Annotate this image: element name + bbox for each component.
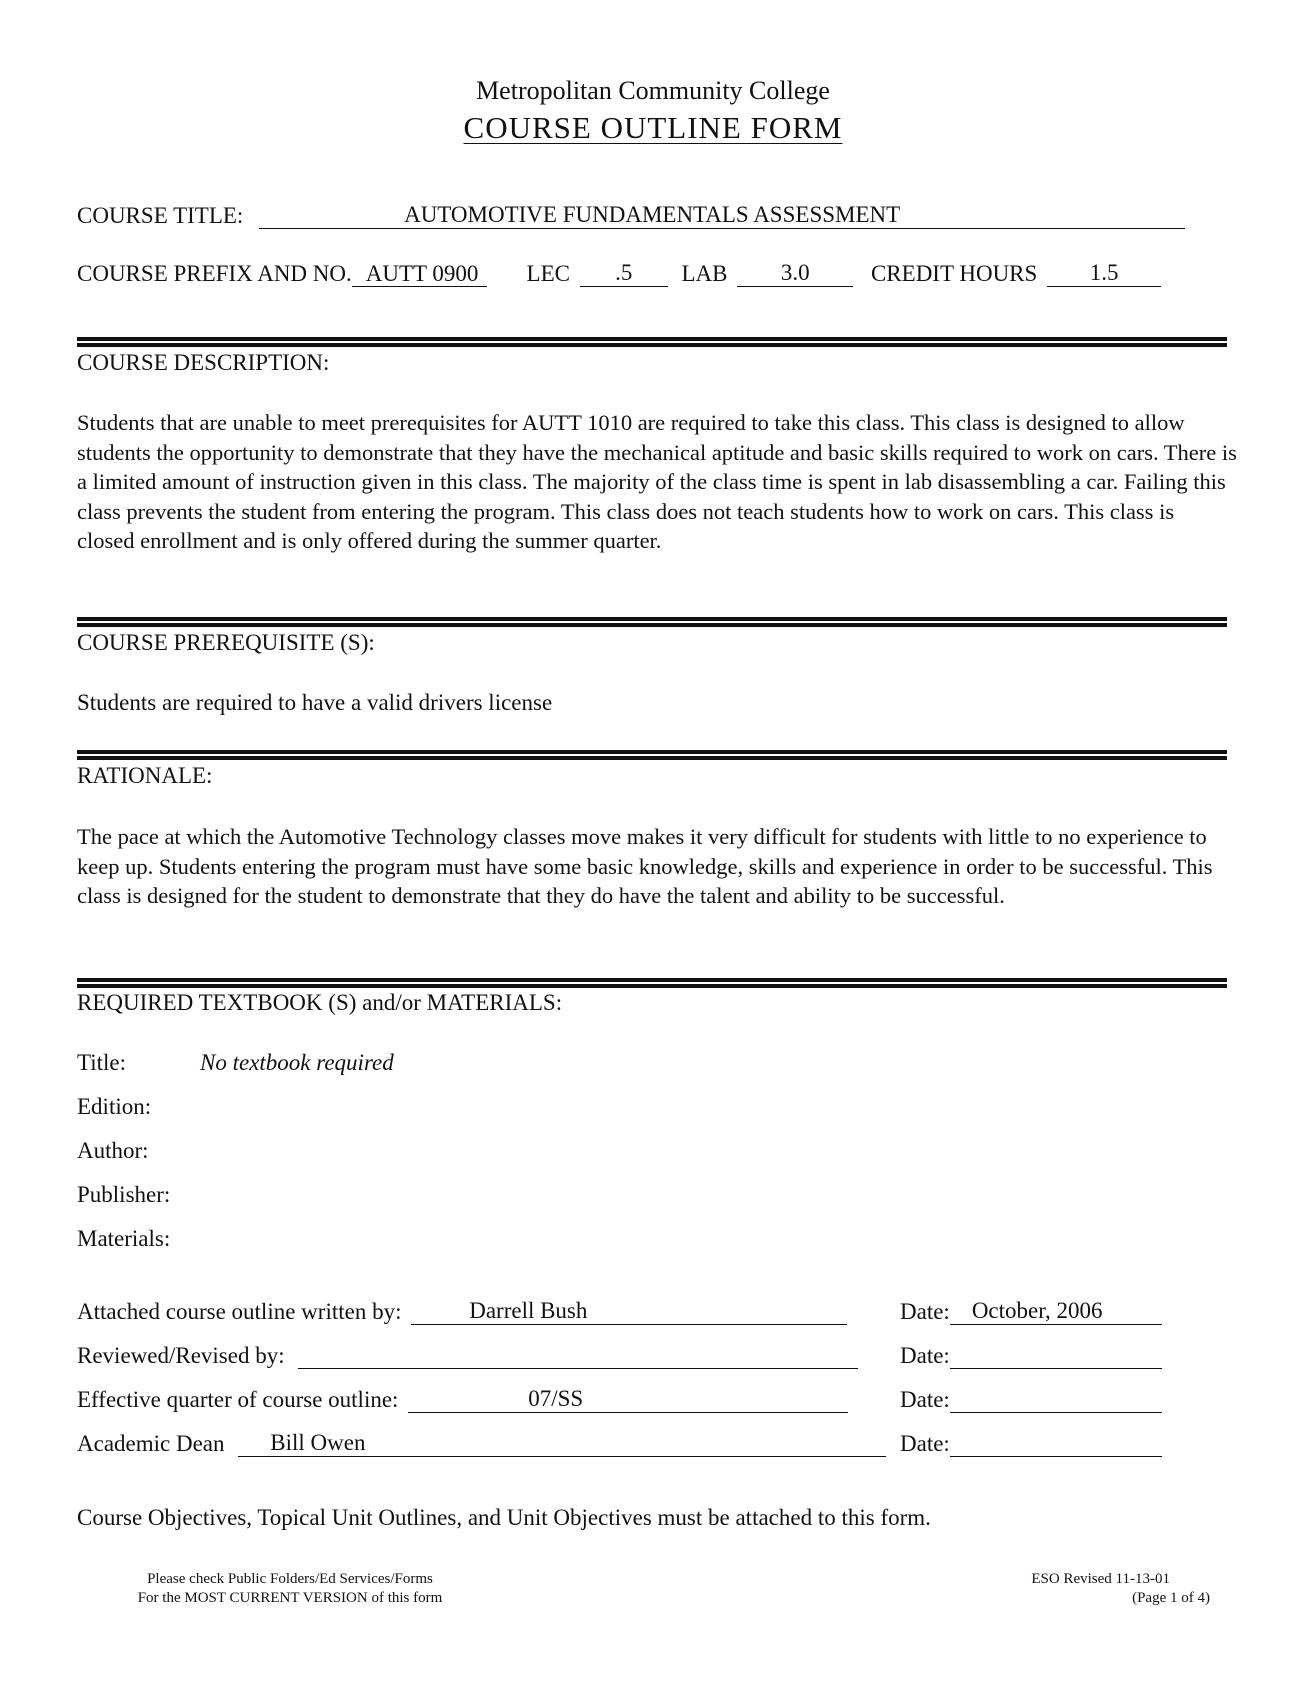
course-prefix-value: AUTT 0900	[365, 261, 479, 286]
textbook-publisher-label: Publisher:	[77, 1182, 171, 1207]
written-date-row	[900, 1298, 1162, 1325]
dean-date-label: Date:	[900, 1431, 950, 1456]
course-prefix-label: COURSE PREFIX AND NO.	[77, 261, 352, 286]
footer-right	[960, 1570, 1210, 1608]
written-date-value: October, 2006	[971, 1298, 1103, 1323]
section-divider	[77, 337, 1227, 347]
textbook-heading: REQUIRED TEXTBOOK (S) and/or MATERIALS:	[77, 990, 563, 1015]
dean-date-row	[900, 1430, 1162, 1457]
course-title-label: COURSE TITLE:	[77, 203, 244, 228]
effective-field	[408, 1386, 848, 1413]
prerequisite-text: Students are required to have a valid drivers license	[77, 690, 553, 715]
course-prefix-row	[77, 260, 1161, 287]
course-prefix-field	[352, 261, 487, 287]
written-by-row	[77, 1298, 847, 1325]
footer-left-line2: For the MOST CURRENT VERSION of this form	[137, 1590, 443, 1606]
course-title-row	[77, 202, 1185, 229]
dean-field	[238, 1430, 886, 1457]
lab-label: LAB	[681, 261, 728, 286]
reviewed-field	[298, 1342, 858, 1369]
effective-row	[77, 1386, 848, 1413]
footer-right-line1: ESO Revised 11-13-01	[1031, 1571, 1170, 1587]
credit-hours-value: 1.5	[1089, 260, 1119, 285]
rationale-heading: RATIONALE:	[77, 763, 213, 788]
course-title-value: AUTOMOTIVE FUNDAMENTALS ASSESSMENT	[404, 202, 901, 227]
textbook-title-value: No textbook required	[200, 1050, 394, 1075]
college-name: Metropolitan Community College	[476, 76, 830, 105]
written-by-label: Attached course outline written by:	[77, 1299, 402, 1324]
section-divider	[77, 617, 1227, 627]
course-title-field	[259, 202, 1185, 229]
reviewed-date-field	[950, 1342, 1162, 1369]
lec-value: .5	[615, 260, 633, 285]
textbook-materials-label: Materials:	[77, 1226, 171, 1251]
credit-hours-field	[1047, 260, 1161, 287]
textbook-title-label: Title:	[77, 1050, 127, 1075]
reviewed-label: Reviewed/Revised by:	[77, 1343, 285, 1368]
written-date-label: Date:	[900, 1299, 950, 1324]
rationale-text: The pace at which the Automotive Technology classes move makes it very difficult for students with little to no experience to keep up. Students entering the program must have some basic knowledge, skills and experience in order to be successful. This class is designed for the student to demonstrate that they do have the talent and ability to be successful.	[77, 824, 1213, 908]
effective-date-field	[950, 1386, 1162, 1413]
section-divider	[77, 978, 1227, 988]
credit-hours-label: CREDIT HOURS	[870, 261, 1038, 286]
prerequisite-heading: COURSE PREREQUISITE (S):	[77, 630, 375, 655]
effective-value: 07/SS	[528, 1386, 584, 1411]
reviewed-date-row	[900, 1342, 1162, 1369]
dean-row	[77, 1430, 886, 1457]
written-by-value: Darrell Bush	[469, 1298, 588, 1323]
lab-value: 3.0	[780, 260, 810, 285]
form-title-text: COURSE OUTLINE FORM	[463, 110, 843, 145]
reviewed-row	[77, 1342, 858, 1369]
description-text: Students that are unable to meet prerequisites for AUTT 1010 are required to take this class. This class is designed to allow students the opportunity to demonstrate that they have the mechanical aptitude and basic skills required to work on cars. There is a limited amount of instruction given in this class. The majority of the class time is spent in lab disassembling a car. Failing this class prevents the student from entering the program. This class does not teach students how to work on cars. This class is closed enrollment and is only offered during the summer quarter.	[77, 410, 1237, 553]
description-heading: COURSE DESCRIPTION:	[77, 350, 330, 375]
lec-field	[580, 260, 668, 287]
attach-note: Course Objectives, Topical Unit Outlines, and Unit Objectives must be attached to this form.	[77, 1505, 931, 1530]
section-divider	[77, 750, 1227, 760]
effective-label: Effective quarter of course outline:	[77, 1387, 399, 1412]
written-by-field	[411, 1298, 847, 1325]
reviewed-date-label: Date:	[900, 1343, 950, 1368]
dean-label: Academic Dean	[77, 1431, 225, 1456]
textbook-edition-label: Edition:	[77, 1094, 152, 1119]
dean-value: Bill Owen	[270, 1430, 366, 1455]
lec-label: LEC	[526, 261, 570, 286]
effective-date-label: Date:	[900, 1387, 950, 1412]
dean-date-field	[950, 1430, 1162, 1457]
textbook-author-label: Author:	[77, 1138, 149, 1163]
footer-left	[100, 1570, 480, 1608]
written-date-field	[950, 1298, 1162, 1325]
form-title	[0, 110, 1306, 146]
footer-right-line2: (Page 1 of 4)	[1132, 1590, 1210, 1606]
effective-date-row	[900, 1386, 1162, 1413]
footer-left-line1: Please check Public Folders/Ed Services/Forms	[147, 1571, 433, 1587]
lab-field	[737, 260, 853, 287]
